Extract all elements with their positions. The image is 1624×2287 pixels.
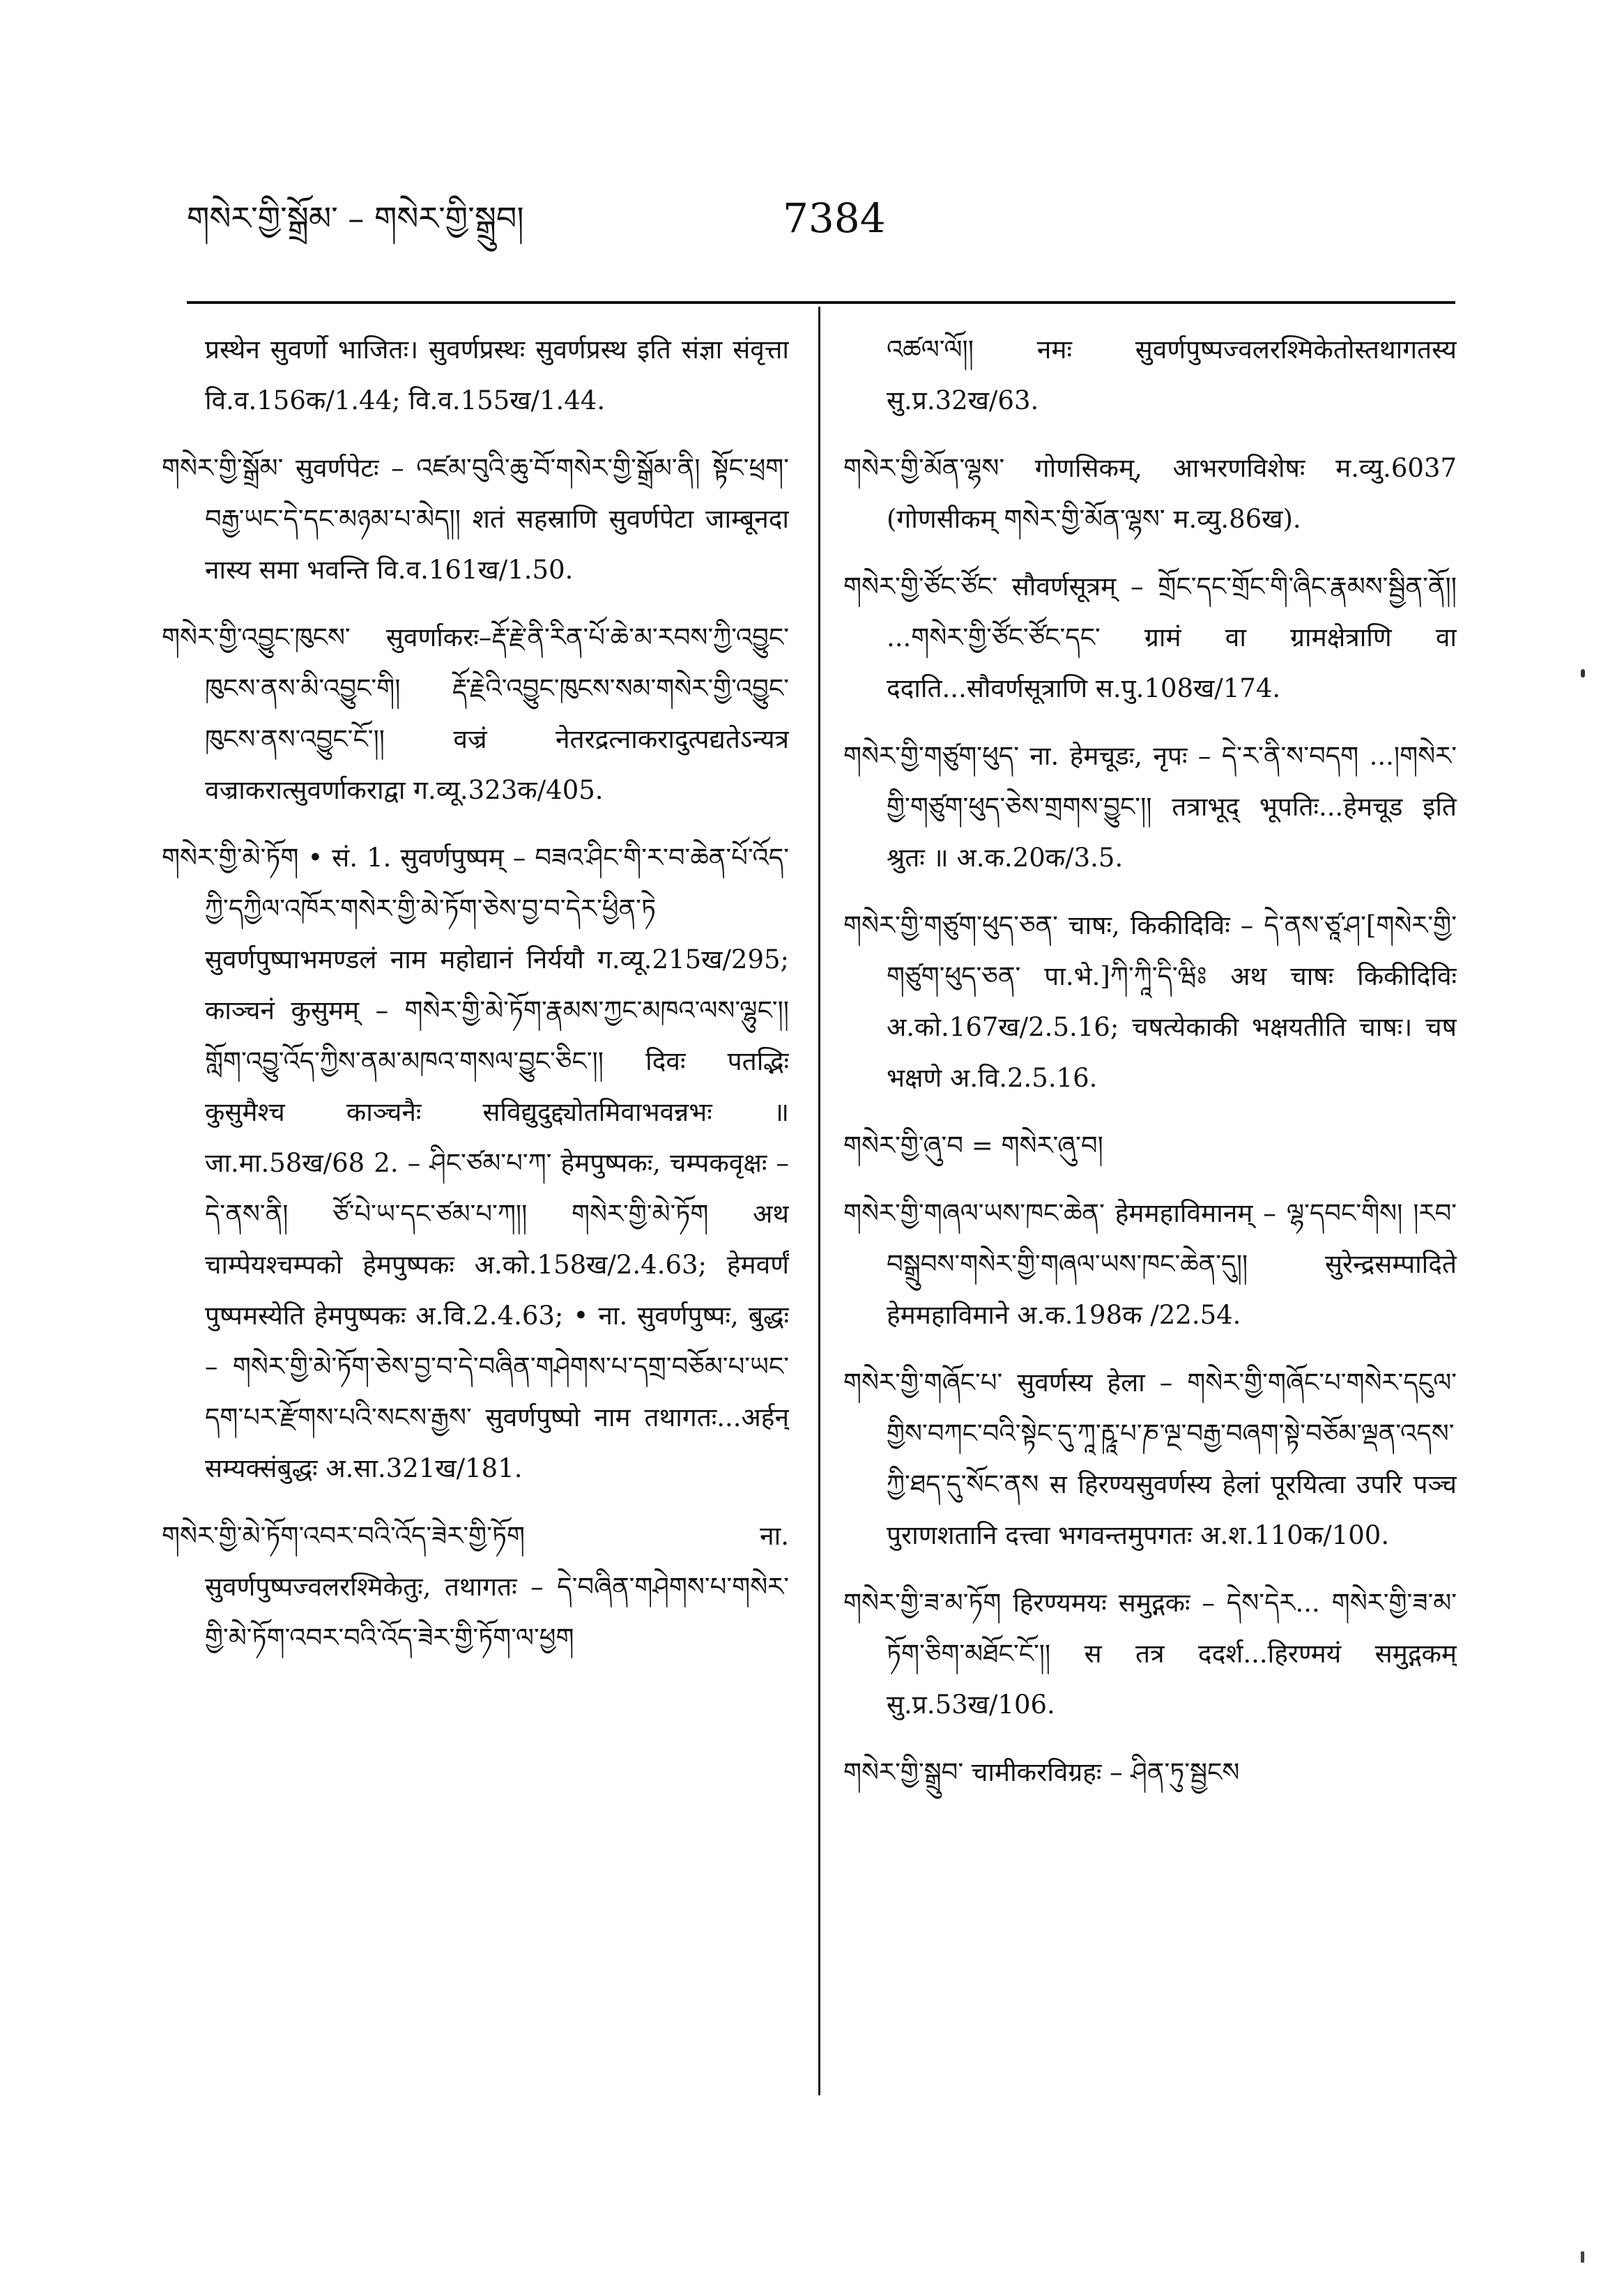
scan-speck (1581, 2251, 1584, 2263)
dictionary-entry: གསེར་གྱི་མོན་ལྷས་ गोणसिकम्, आभरणविशेषः म.व्यु.6037 (गोणसीकम् གསེར་གྱི་མོན་ལྷས་ म.व्यु.86ख). (843, 453, 1457, 534)
dictionary-entry: प्रस्थेन सुवर्णो भाजितः। सुवर्णप्रस्थः सुवर्णप्रस्थ इति संज्ञा संवृत्ता वि.व.156क/1.44; वि.व.155ख/1.44. (205, 335, 789, 415)
dictionary-entry: གསེར་གྱི་ཟ་མ་ཏོག हिरण्यमयः समुद्गकः – དེས་དེར... གསེར་གྱི་ཟ་མ་ཏོག་ཅིག་མཐོང་ངོ་།། स तत्र ददर्श...हिरण्मयं समुद्गकम् सु.प्र.53ख/106. (843, 1588, 1457, 1720)
dictionary-entry: གསེར་གྱི་གཙུག་ཕུད་ཅན་ चाषः, किकीदिविः – དེ་ནས་ཙཱ་ཤ་[གསེར་གྱི་གཙུག་ཕུད་ཅན་ पा.भे.]ཀི་ཀཱི་དི་ཝིཿ अथ चाषः किकीदिविः अ.को.167ख/2.5.16; चषत्येकाकी भक्षयतीति चाषः। चष भक्षणे अ.वि.2.5.16. (843, 910, 1457, 1093)
running-head: གསེར་གྱི་སྒྲོམ་ – གསེར་གྱི་སྒྲུབ། (187, 199, 524, 237)
dictionary-entry: གསེར་གྱི་མེ་ཏོག་འབར་བའི་འོད་ཟེར་གྱི་ཏོག ना. सुवर्णपुष्पज्वलरश्मिकेतुः, तथागतः – དེ་བཞིན་གཤེགས་པ་གསེར་གྱི་མེ་ཏོག་འབར་བའི་འོད་ཟེར་གྱི་ཏོག་ལ་ཕྱག (162, 1521, 789, 1653)
right-column (843, 324, 1457, 2122)
dictionary-entry: གསེར་གྱི་གཞོང་པ་ सुवर्णस्य हेला – གསེར་གྱི་གཞོང་པ་གསེར་དངུལ་གྱིས་བཀང་བའི་སྟེང་དུ་ཀཱ་རྵཱ་པ་ཎ་ལྔ་བརྒྱ་བཞག་སྟེ་བཅོམ་ལྡན་འདས་ཀྱི་ཐད་དུ་སོང་ནས स हिरण्यसुवर्णस्य हेलां पूरयित्वा उपरि पञ्च पुराणशतानि दत्त्वा भगवन्तमुपगतः अ.श.110क/100. (843, 1368, 1457, 1550)
dictionary-entry: གསེར་གྱི་སྒྲུབ་ चामीकरविग्रहः – ཤིན་ཏུ་སྦྱངས (843, 1757, 1240, 1787)
dictionary-entry: གསེར་གྱི་མེ་ཏོག • सं. 1. सुवर्णपुष्पम् – བཟའ་ཤིང་གི་ར་བ་ཆེན་པོ་འོད་ཀྱི་དཀྱིལ་འཁོར་གསེར་གྱི་མེ་ཏོག་ཅེས་བྱ་བ་དེར་ཕྱིན་ཏེ सुवर्णपुष्पाभमण्डलं नाम महोद्यानं निर्ययौ ग.व्यू.215ख/295; काञ्चनं कुसुमम् – གསེར་གྱི་མེ་ཏོག་རྣམས་ཀྱང་མཁའ་ལས་ལྷུང་།། གློག་འབྱུ་འོད་ཀྱིས་ནམ་མཁའ་གསལ་བྱུང་ཅིང་།། दिवः पतद्भिः कुसुमैश्च काञ्चनैः सविद्युदुद्द्योतमिवाभवन्नभः ॥ जा.मा.58ख/68 2. – ཤིང་ཙམ་པ་ཀ་ हेमपुष्पकः, चम्पकवृक्षः – དེ་ནས་ནི། ཙོ་པེ་ཡ་དང་ཙམ་པ་ཀ།། གསེར་གྱི་མེ་ཏོག अथ चाम्पेयश्चम्पको हेमपुष्पकः अ.को.158ख/2.4.63; हेमवर्णं पुष्पमस्येति हेमपुष्पकः अ.वि.2.4.63; • ना. सुवर्णपुष्पः, बुद्धः – གསེར་གྱི་མེ་ཏོག་ཅེས་བྱ་བ་དེ་བཞིན་གཤེགས་པ་དགྲ་བཅོམ་པ་ཡང་དག་པར་རྫོགས་པའི་སངས་རྒྱས་ सुवर्णपुष्पो नाम तथागतः...अर्हन् सम्यक्संबुद्धः अ.सा.321ख/181. (162, 843, 789, 1483)
dictionary-entry: གསེར་གྱི་སྒྲོམ་ सुवर्णपेटः – འཛམ་བུའི་ཆུ་བོ་གསེར་གྱི་སྒྲོམ་ནི། སྟོང་ཕྲག་བརྒྱ་ཡང་དེ་དང་མཉམ་པ་མེད།། शतं सहस्राणि सुवर्णपेटा जाम्बूनदा नास्य समा भवन्ति वि.व.161ख/1.50. (162, 453, 789, 585)
scan-speck (1581, 669, 1585, 678)
left-column (162, 324, 789, 2122)
dictionary-entry: འཚལ་ལོ།། नमः सुवर्णपुष्पज्वलरश्मिकेतोस्तथागतस्य सु.प्र.32ख/63. (887, 335, 1457, 415)
column-divider (818, 307, 820, 2095)
dictionary-entry: གསེར་གྱི་ཙོང་ཙོང་ सौवर्णसूत्रम् – གྲོང་དང་གྲོང་གི་ཞིང་རྣམས་སྦྱིན་ནོ།། ...གསེར་གྱི་ཙོང་ཙོང་དང་ ग्रामं वा ग्रामक्षेत्राणि वा ददाति...सौवर्णसूत्राणि स.पु.108ख/174. (843, 572, 1457, 703)
dictionary-entry: གསེར་གྱི་གཙུག་ཕུད་ ना. हेमचूडः, नृपः – དེ་ར་ནི་ས་བདག ...།གསེར་གྱི་གཙུག་ཕུད་ཅེས་གྲགས་བྱུང་།། तत्राभूद् भूपतिः...हेमचूड इति श्रुतः ॥ अ.क.20क/3.5. (843, 741, 1457, 873)
page-header (187, 187, 1455, 250)
header-rule (187, 301, 1455, 304)
dictionary-entry: གསེར་གྱི་གཞལ་ཡས་ཁང་ཆེན་ हेममहाविमानम् – ལྷ་དབང་གིས། །རབ་བསྒྲུབས་གསེར་གྱི་གཞལ་ཡས་ཁང་ཆེན་དུ།། सुरेन्द्रसम्पादिते हेममहाविमाने अ.क.198क /22.54. (843, 1198, 1457, 1330)
cross-reference-entry: གསེར་གྱི་ཞུ་བ = གསེར་ཞུ་བ། (843, 1131, 1103, 1161)
dictionary-entry: གསེར་གྱི་འབྱུང་ཁུངས་ सुवर्णाकरः–རྡོ་རྗེ་ནི་རིན་པོ་ཆེ་མ་རབས་ཀྱི་འབྱུང་ཁུངས་ནས་མི་འབྱུང་གི། རྡོ་རྗེའི་འབྱུང་ཁུངས་སམ་གསེར་གྱི་འབྱུང་ཁུངས་ནས་འབྱུང་ངོ་།། वज्रं नेतरद्रत्नाकरादुत्पद्यतेऽन्यत्र वज्राकरात्सुवर्णाकराद्वा ग.व्यू.323क/405. (162, 622, 789, 805)
page-number: 7384 (783, 194, 886, 242)
